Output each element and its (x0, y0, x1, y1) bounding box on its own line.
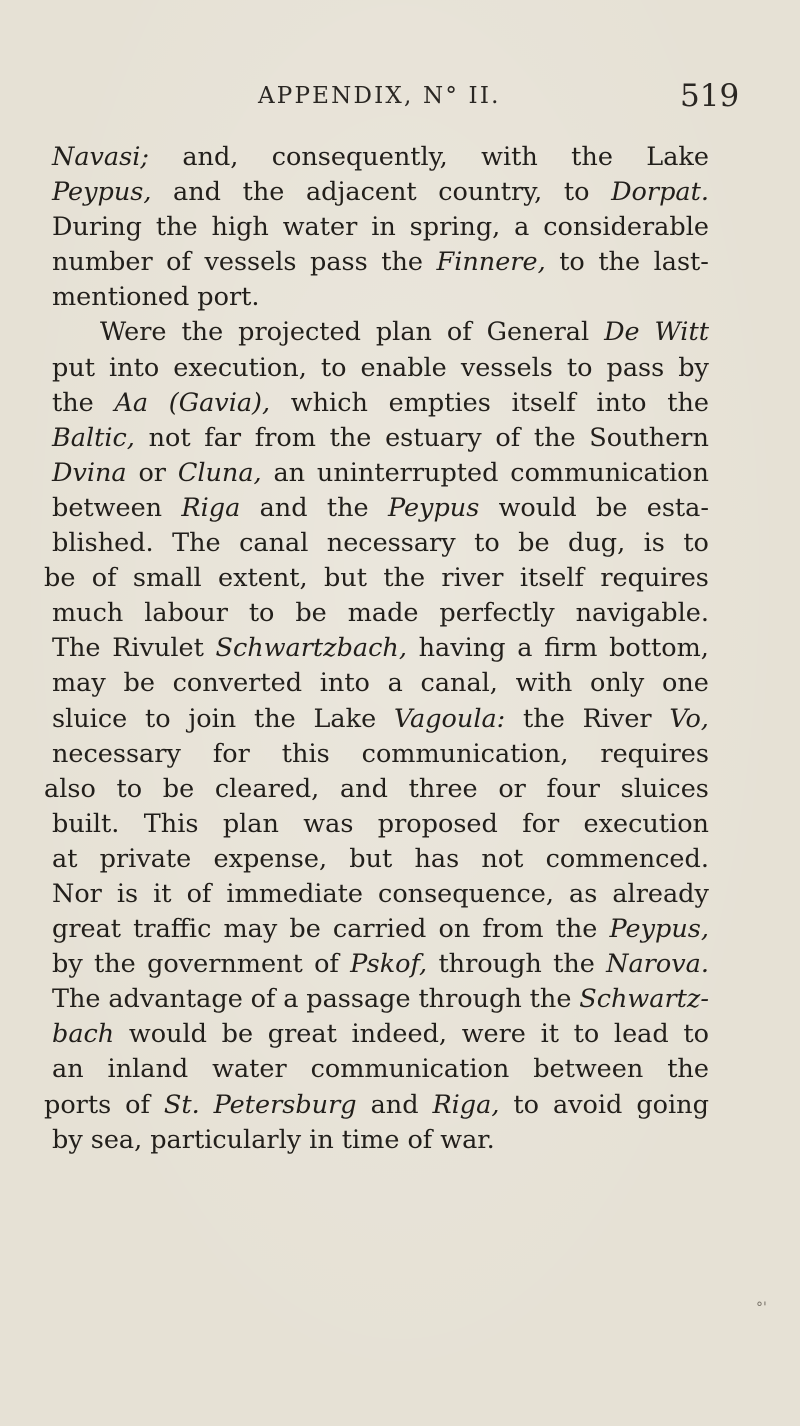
word: Aa (114, 387, 149, 418)
word: converted (172, 668, 303, 699)
word: to (320, 352, 347, 383)
word: one (662, 668, 709, 699)
word: Peypus, (609, 914, 709, 945)
word: of (407, 1124, 433, 1155)
word: were (461, 1019, 526, 1050)
word: the (155, 212, 198, 243)
word: expense, (213, 843, 328, 874)
word: between (533, 1054, 644, 1085)
word: vessels (460, 352, 553, 383)
word: cleared, (214, 773, 320, 804)
word: and (173, 177, 221, 208)
word: carried (332, 914, 427, 945)
word: the (381, 247, 423, 278)
word: at (52, 843, 78, 874)
word: The (172, 528, 221, 559)
word: traffic (133, 914, 212, 945)
word: be (289, 914, 321, 945)
word: advantage (108, 984, 243, 1015)
word: a (283, 984, 299, 1015)
word: be (221, 1019, 254, 1050)
word: be (44, 563, 76, 594)
text-line (52, 702, 709, 737)
text-line (52, 842, 709, 877)
text-line (52, 807, 709, 842)
word: the (555, 914, 598, 945)
text-line (52, 526, 709, 561)
text-line (52, 982, 709, 1017)
word: River (582, 703, 652, 734)
word: enable (360, 352, 447, 383)
word: Were (100, 317, 167, 348)
word: would (128, 1019, 207, 1050)
word: to (566, 352, 593, 383)
word: from (254, 422, 316, 453)
word: on (438, 914, 471, 945)
word: but (323, 563, 367, 594)
word: Peypus (387, 492, 480, 523)
word: three (408, 773, 478, 804)
word: Riga, (432, 1089, 500, 1120)
word: be (162, 773, 195, 804)
word: extent, (218, 563, 308, 594)
word: plan (375, 317, 432, 348)
word: De (604, 317, 640, 348)
text-line (52, 912, 709, 947)
word: to (683, 528, 709, 559)
word: inland (107, 1054, 189, 1085)
text-line (52, 596, 709, 631)
word: Dorpat. (611, 177, 709, 208)
word: of (250, 984, 276, 1015)
text-line (44, 561, 709, 596)
word: Navasi; (52, 142, 149, 172)
word: a (517, 633, 533, 664)
word: requires (600, 738, 709, 769)
word: of (314, 949, 339, 980)
word: empties (388, 387, 491, 418)
word: into (319, 668, 370, 699)
word: may (52, 668, 106, 699)
word: itself (511, 387, 576, 418)
word: Witt (654, 317, 709, 348)
word: St. (163, 1089, 200, 1120)
word: not (481, 843, 524, 874)
word: Southern (589, 422, 709, 453)
word: adjacent (305, 177, 417, 208)
word: four (546, 773, 600, 804)
word: Nor (52, 878, 102, 909)
word: between (52, 492, 163, 523)
word: the (242, 177, 285, 208)
running-head: APPENDIX, N° II. (258, 83, 501, 109)
word: During (52, 212, 142, 243)
word: Baltic, (52, 422, 135, 453)
word: execution, (173, 352, 307, 383)
word: to (683, 1019, 709, 1050)
word: but (349, 843, 393, 874)
word: estuary (385, 422, 482, 453)
word: an (273, 457, 306, 488)
word: consequently, (271, 142, 448, 172)
word: is (643, 528, 665, 559)
word: lead (613, 1019, 669, 1050)
word: put (52, 352, 95, 383)
margin-mark: °' (756, 1300, 767, 1316)
text-line (44, 1088, 709, 1123)
word: only (589, 668, 645, 699)
word: a (387, 668, 403, 699)
word: Lake (313, 703, 377, 734)
word: Vo, (669, 703, 709, 734)
word: of (125, 1089, 150, 1120)
word: to (513, 1089, 539, 1120)
text-line (52, 491, 709, 526)
text-line (52, 1052, 709, 1087)
word: is (116, 878, 139, 909)
word: canal (239, 528, 309, 559)
word: requires (600, 563, 709, 594)
page-number: 519 (680, 78, 740, 114)
word: to (559, 247, 585, 278)
word: necessary (326, 528, 456, 559)
word: private (99, 843, 192, 874)
word: and (339, 773, 388, 804)
word: great (52, 914, 122, 945)
word: dug, (568, 528, 626, 559)
word: be (518, 528, 550, 559)
word: made (347, 598, 419, 629)
word: be (123, 668, 155, 699)
word: projected (238, 317, 361, 348)
text-line (52, 245, 709, 280)
word: or (498, 773, 526, 804)
word: which (290, 387, 368, 418)
word: blished. (52, 528, 154, 559)
word: itself (519, 563, 584, 594)
word: and, (182, 142, 239, 172)
word: through (418, 984, 522, 1015)
word: join (188, 703, 237, 734)
word: avoid (552, 1089, 623, 1120)
word: labour (144, 598, 228, 629)
word: communication (510, 457, 709, 488)
word: pass (310, 247, 368, 278)
word: into (596, 387, 647, 418)
word: sea, (90, 1124, 143, 1155)
word: the (553, 949, 595, 980)
word: pass (606, 352, 665, 383)
word: and (259, 492, 308, 523)
word: to (563, 177, 590, 208)
text-line (52, 280, 709, 315)
word: The (52, 984, 101, 1015)
word: number (52, 247, 153, 278)
word: river (441, 563, 504, 594)
word: necessary (52, 738, 181, 769)
word: small (132, 563, 202, 594)
text-line (52, 421, 709, 456)
word: would (498, 492, 577, 523)
word: Vagoula: (393, 703, 506, 734)
text-line (52, 140, 709, 175)
word: Finnere, (436, 247, 546, 278)
word: esta- (646, 492, 709, 523)
word: to (474, 528, 500, 559)
word: canal, (420, 668, 498, 699)
text-line (52, 456, 709, 491)
word: the (571, 142, 613, 172)
word: water (212, 1054, 287, 1085)
word: the (94, 949, 136, 980)
word: was (303, 808, 354, 839)
word: government (147, 949, 303, 980)
word: going (636, 1089, 709, 1120)
word: proposed (377, 808, 498, 839)
word: of (495, 422, 521, 453)
word: of (186, 878, 212, 909)
word: mentioned (52, 282, 190, 313)
word: built. (52, 808, 120, 839)
word: war. (440, 1124, 495, 1155)
word: Dvina (52, 457, 127, 488)
word: time (341, 1124, 400, 1155)
word: into (109, 352, 160, 383)
word: the (533, 422, 576, 453)
word: the (598, 247, 641, 278)
word: the (253, 703, 296, 734)
word: a (514, 212, 530, 243)
body-text (44, 140, 709, 1158)
word: not (148, 422, 191, 453)
text-line (52, 1123, 709, 1158)
word: Rivulet (112, 633, 204, 664)
word: spring, (409, 212, 501, 243)
word: in (309, 1124, 334, 1155)
text-line (52, 947, 709, 982)
word: this (281, 738, 330, 769)
word: bach (52, 1019, 115, 1050)
word: (Gavia), (168, 387, 271, 418)
word: Pskof, (350, 949, 428, 980)
word: of (166, 247, 191, 278)
word: the (329, 422, 372, 453)
word: to (144, 703, 171, 734)
word: Schwartzbach, (215, 633, 407, 664)
word: great (267, 1019, 337, 1050)
word: the (667, 387, 709, 418)
word: in (371, 212, 396, 243)
word: navigable. (575, 598, 709, 629)
word: Riga (181, 492, 241, 523)
word: Lake (646, 142, 709, 172)
word: bottom, (609, 633, 709, 664)
word: of (446, 317, 472, 348)
word: indeed, (351, 1019, 448, 1050)
text-line (52, 315, 709, 350)
word: port. (197, 282, 260, 313)
text-line (44, 772, 709, 807)
text-line (52, 210, 709, 245)
word: the (523, 703, 565, 734)
word: Peypus, (52, 177, 152, 208)
word: This (143, 808, 199, 839)
word: with (515, 668, 573, 699)
text-line (52, 631, 709, 666)
word: the (383, 563, 426, 594)
word: particularly (150, 1124, 302, 1155)
word: the (181, 317, 224, 348)
word: the (52, 387, 94, 418)
word: last- (653, 247, 709, 278)
word: be (596, 492, 628, 523)
word: ports (44, 1089, 112, 1120)
word: Cluna, (177, 457, 262, 488)
word: to (116, 773, 143, 804)
word: water (282, 212, 358, 243)
text-line (52, 351, 709, 386)
word: by (52, 949, 83, 980)
word: perfectly (439, 598, 555, 629)
word: the (667, 1054, 709, 1085)
word: for (522, 808, 560, 839)
word: to (573, 1019, 600, 1050)
word: through (438, 949, 542, 980)
word: much (52, 598, 124, 629)
word: country, (438, 177, 543, 208)
text-line (52, 1017, 709, 1052)
word: to (248, 598, 275, 629)
word: by (52, 1124, 83, 1155)
text-line (52, 386, 709, 421)
word: vessels (204, 247, 297, 278)
word: execution (583, 808, 709, 839)
word: also (44, 773, 96, 804)
word: or (138, 457, 166, 488)
word: by (678, 352, 709, 383)
word: from (482, 914, 544, 945)
word: considerable (543, 212, 709, 243)
word: commenced. (545, 843, 709, 874)
word: the (326, 492, 369, 523)
word: sluices (620, 773, 709, 804)
text-line (52, 737, 709, 772)
word: for (212, 738, 250, 769)
word: The (52, 633, 101, 664)
word: uninterrupted (316, 457, 499, 488)
word: it (153, 878, 172, 909)
word: communication, (361, 738, 569, 769)
word: with (481, 142, 538, 172)
word: an (52, 1054, 84, 1085)
word: consequence, (378, 878, 555, 909)
text-line (52, 666, 709, 701)
word: high (211, 212, 269, 243)
word: far (204, 422, 242, 453)
word: has (414, 843, 460, 874)
word: communication (310, 1054, 510, 1085)
word: as (569, 878, 598, 909)
word: immediate (226, 878, 364, 909)
text-line (52, 175, 709, 210)
word: sluice (52, 703, 128, 734)
word: firm (544, 633, 598, 664)
word: Schwartz- (579, 984, 709, 1015)
word: it (540, 1019, 559, 1050)
word: the (529, 984, 572, 1015)
word: passage (306, 984, 411, 1015)
word: may (223, 914, 278, 945)
word: General (486, 317, 590, 348)
word: Narova. (606, 949, 709, 980)
word: having (418, 633, 506, 664)
word: plan (222, 808, 279, 839)
word: of (91, 563, 117, 594)
word: already (612, 878, 709, 909)
word: Petersburg (213, 1089, 357, 1120)
word: be (295, 598, 327, 629)
text-line (52, 877, 709, 912)
word: and (370, 1089, 419, 1120)
